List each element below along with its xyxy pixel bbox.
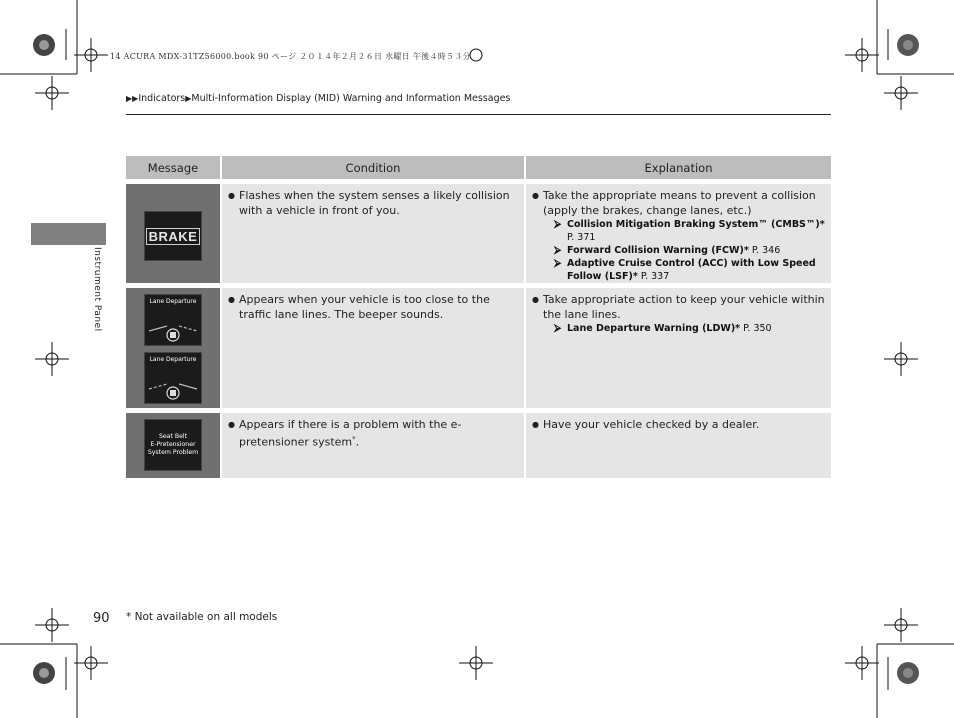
cross-reference-icon: ⮚ xyxy=(554,323,562,334)
screen-line: System Problem xyxy=(147,449,199,456)
page-number: 90 xyxy=(93,611,110,626)
explanation-text: Have your vehicle checked by a dealer. xyxy=(543,418,760,431)
message-display-cell xyxy=(126,183,222,283)
cross-reference-link[interactable] xyxy=(526,257,831,283)
table-header-row xyxy=(126,156,831,179)
reference-star: * xyxy=(819,219,825,230)
explanation-cell xyxy=(526,287,831,408)
reference-page: P. 371 xyxy=(567,232,596,243)
breadcrumb-separator: ▶ xyxy=(185,94,192,103)
reference-star: * xyxy=(735,323,741,334)
reference-page: P. 350 xyxy=(743,323,772,334)
screen-line: E-Pretensioner xyxy=(150,441,196,448)
reference-title: Forward Collision Warning (FCW) xyxy=(567,245,744,256)
bullet-icon: ● xyxy=(228,191,235,200)
brake-display-text: BRAKE xyxy=(146,228,201,245)
reference-title: Adaptive Cruise Control (ACC) with Low Speed Follow (LSF) xyxy=(567,258,816,282)
brake-message-screen xyxy=(144,211,202,261)
column-header-explanation: Explanation xyxy=(526,156,831,179)
cross-reference-icon: ⮚ xyxy=(554,258,562,269)
bullet-icon: ● xyxy=(532,295,539,304)
bullet-icon: ● xyxy=(228,295,235,304)
reference-star: * xyxy=(632,271,638,282)
seat-belt-message-screen xyxy=(144,419,202,471)
reference-page: P. 346 xyxy=(751,245,781,256)
breadcrumb-arrows: ▶▶ xyxy=(126,94,139,103)
reference-star: * xyxy=(743,245,749,256)
explanation-cell xyxy=(526,183,831,283)
side-section-label: Instrument Panel xyxy=(92,247,102,332)
screen-line: Seat Belt xyxy=(158,433,188,440)
reference-title: Lane Departure Warning (LDW) xyxy=(567,323,736,334)
lane-departure-title: Lane Departure xyxy=(149,298,197,305)
breadcrumb xyxy=(126,93,510,104)
cross-reference-link[interactable] xyxy=(526,244,831,257)
column-header-message: Message xyxy=(126,156,222,179)
lane-departure-title: Lane Departure xyxy=(149,356,197,363)
cross-reference-icon: ⮚ xyxy=(554,219,562,230)
breadcrumb-divider xyxy=(126,114,831,115)
warning-messages-table xyxy=(126,156,831,478)
condition-cell xyxy=(222,412,526,478)
table-row xyxy=(126,412,831,478)
bullet-icon: ● xyxy=(532,191,539,200)
lane-departure-screen-left xyxy=(144,294,202,346)
footnote: * Not available on all models xyxy=(126,611,278,623)
cross-reference-icon: ⮚ xyxy=(554,245,562,256)
condition-end: . xyxy=(355,435,360,449)
column-header-condition: Condition xyxy=(222,156,526,179)
condition-cell xyxy=(222,287,526,408)
bullet-icon: ● xyxy=(228,420,235,429)
explanation-cell xyxy=(526,412,831,478)
breadcrumb-section[interactable]: Indicators xyxy=(138,93,186,104)
message-display-cell xyxy=(126,412,222,478)
breadcrumb-topic: Multi-Information Display (MID) Warning and Information Messages xyxy=(191,93,511,104)
section-tab xyxy=(31,223,106,245)
condition-text: Appears when your vehicle is too close to the traffic lane lines. The beeper sounds. xyxy=(239,293,490,321)
table-row xyxy=(126,287,831,408)
explanation-text: Take the appropriate means to prevent a collision (apply the brakes, change lanes, etc.) xyxy=(543,189,816,217)
condition-text: Flashes when the system senses a likely collision with a vehicle in front of you. xyxy=(239,189,510,217)
print-header: 14 ACURA MDX-31TZ56000.book 90 ページ ２０１４年２月２６日 水曜日 午後４時５３分 xyxy=(110,52,471,61)
message-display-cell xyxy=(126,287,222,408)
condition-text: Appears if there is a problem with the e-pretensioner system xyxy=(239,418,462,449)
footnote-star: * xyxy=(352,435,356,443)
bullet-icon: ● xyxy=(532,420,539,429)
lane-departure-screen-right xyxy=(144,352,202,404)
cross-reference-link[interactable] xyxy=(526,322,831,335)
condition-cell xyxy=(222,183,526,283)
explanation-text: Take appropriate action to keep your vehicle within the lane lines. xyxy=(543,293,825,321)
cross-reference-link[interactable] xyxy=(526,218,831,244)
reference-page: P. 337 xyxy=(640,271,670,282)
reference-title: Collision Mitigation Braking System™ (CMBS™) xyxy=(567,219,820,230)
table-row xyxy=(126,183,831,283)
